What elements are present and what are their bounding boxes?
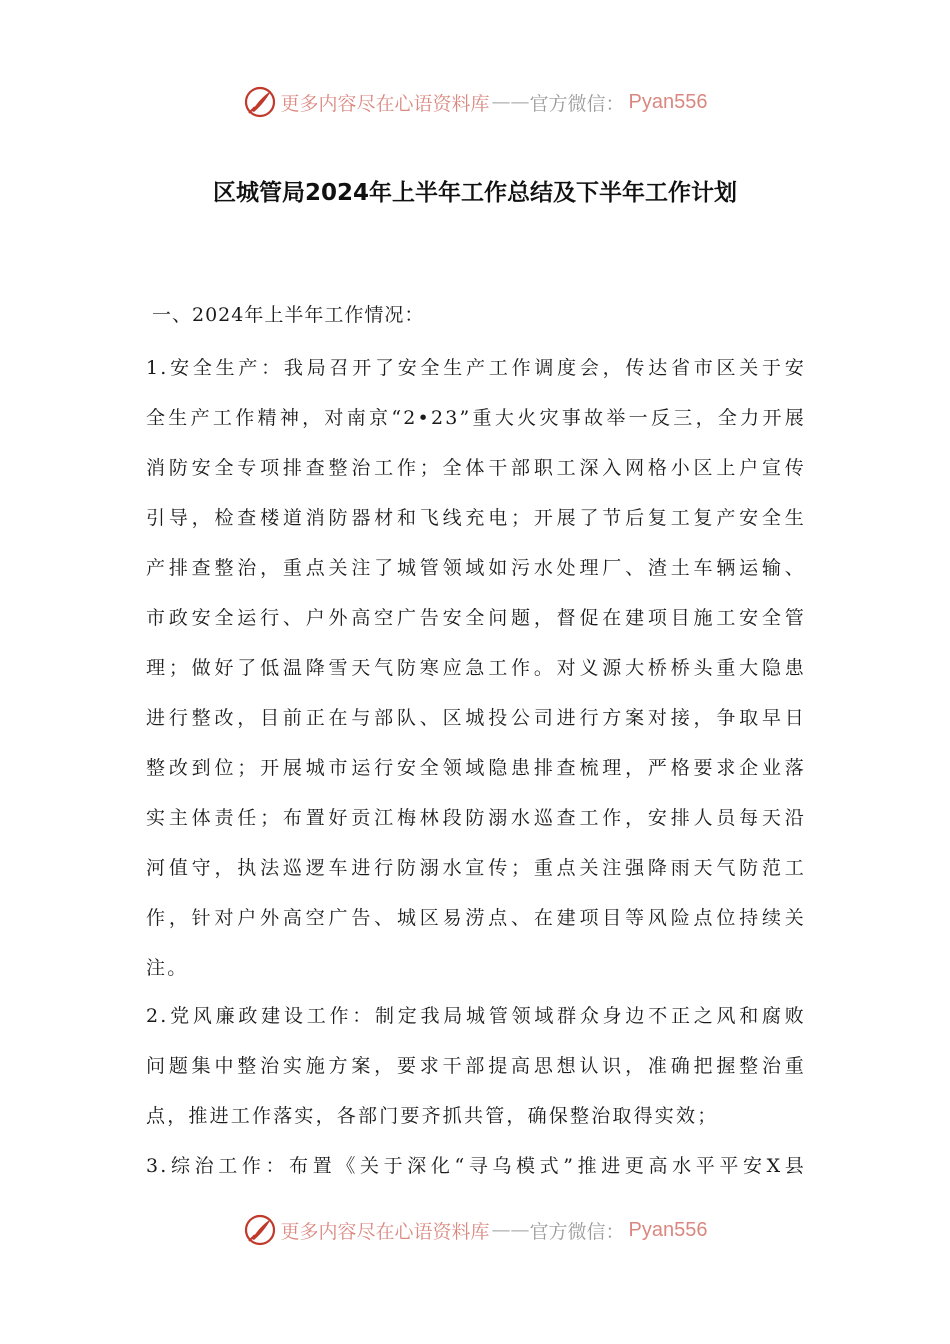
text-line: 注。 xyxy=(146,957,189,979)
banner-contact-label: 官方微信： xyxy=(529,92,625,115)
text-line: 问题集中整治实施方案，要求干部提高思想认识，准确把握整治重 xyxy=(146,1055,806,1077)
text-line: 消防安全专项排查整治工作；全体干部职工深入网格小区上户宣传 xyxy=(146,457,806,479)
text-line: 产排查整治，重点关注了城管领域如污水处理厂、渣土车辆运输、 xyxy=(146,557,806,579)
text-line: 进行整改，目前正在与部队、区城投公司进行方案对接，争取早日 xyxy=(146,707,806,729)
text-line: 3.综治工作：布置《关于深化“寻乌模式”推进更高水平平安X县 xyxy=(146,1155,806,1177)
text-line: 1.安全生产：我局召开了安全生产工作调度会，传达省市区关于安 xyxy=(146,357,806,379)
banner-contact-label: 官方微信： xyxy=(529,1220,625,1243)
paragraph-integrity xyxy=(146,991,806,1141)
text-line: 理；做好了低温降雪天气防寒应急工作。对义源大桥桥头重大隐患 xyxy=(146,657,806,679)
quill-logo-icon xyxy=(243,85,277,119)
banner-contact-id: Pyan556 xyxy=(628,90,708,113)
text-line: 作，针对户外高空广告、城区易涝点、在建项目等风险点位持续关 xyxy=(146,907,806,929)
text-line: 点，推进工作落实，各部门要齐抓共管，确保整治取得实效； xyxy=(146,1105,719,1127)
text-line: 整改到位；开展城市运行安全领域隐患排查梳理，严格要求企业落 xyxy=(146,757,806,779)
banner-brand-text: 更多内容尽在心语资料库 xyxy=(280,92,490,115)
paragraph-safety xyxy=(146,343,806,993)
banner-contact-id: Pyan556 xyxy=(628,1218,708,1241)
document-title: 区城管局2024年上半年工作总结及下半年工作计划 xyxy=(212,180,737,206)
text-line: 2.党风廉政建设工作：制定我局城管领域群众身边不正之风和腐败 xyxy=(146,1005,806,1027)
text-line: 引导，检查楼道消防器材和飞线充电；开展了节后复工复产安全生 xyxy=(146,507,806,529)
text-line: 河值守，执法巡逻车进行防溺水宣传；重点关注强降雨天气防范工 xyxy=(146,857,806,879)
banner-brand-text: 更多内容尽在心语资料库 xyxy=(280,1220,490,1243)
banner-separator: —— xyxy=(491,1219,530,1241)
text-line: 实主体责任；布置好贡江梅林段防溺水巡查工作，安排人员每天沿 xyxy=(146,807,806,829)
banner-separator: —— xyxy=(491,91,530,113)
footer-banner xyxy=(0,1210,950,1250)
paragraph-governance xyxy=(146,1141,806,1191)
quill-logo-icon xyxy=(243,1213,277,1247)
text-line: 市政安全运行、户外高空广告安全问题，督促在建项目施工安全管 xyxy=(146,607,806,629)
section-heading: 一、2024年上半年工作情况： xyxy=(152,304,425,326)
text-line: 全生产工作精神，对南京“2•23”重大火灾事故举一反三，全力开展 xyxy=(146,407,806,429)
header-banner xyxy=(0,82,950,122)
